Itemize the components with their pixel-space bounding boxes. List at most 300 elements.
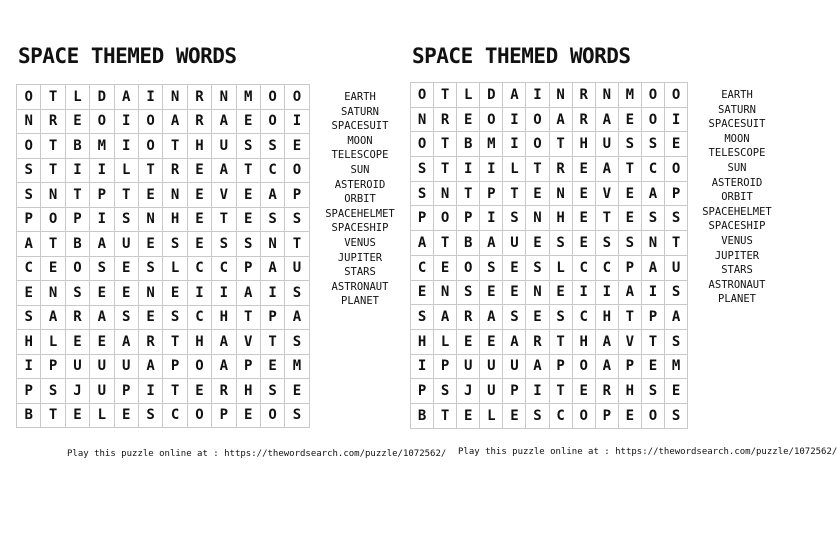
grid-cell: U [480, 379, 503, 404]
grid-cell: P [17, 379, 41, 404]
grid-cell: B [411, 404, 434, 429]
word-list-item: PLANET [341, 295, 379, 308]
grid-cell: H [163, 208, 187, 233]
grid-cell: S [212, 232, 236, 257]
grid-cell: O [526, 132, 549, 157]
word-list-item: STARS [344, 266, 376, 279]
word-list-item: VENUS [721, 234, 753, 247]
grid-cell: E [480, 281, 503, 306]
grid-cell: O [665, 157, 688, 182]
grid-cell: E [619, 206, 642, 231]
grid-cell: I [480, 206, 503, 231]
grid-cell: I [526, 83, 549, 108]
grid-cell: N [41, 183, 65, 208]
grid-cell: T [596, 206, 619, 231]
grid-cell: E [188, 159, 212, 184]
grid-cell: S [411, 305, 434, 330]
grid-cell: N [139, 208, 163, 233]
grid-cell: U [90, 355, 114, 380]
grid-cell: N [163, 85, 187, 110]
grid-cell: P [642, 305, 665, 330]
grid-cell: E [619, 182, 642, 207]
grid-cell: T [115, 183, 139, 208]
grid-cell: T [285, 232, 309, 257]
grid-cell: E [573, 206, 596, 231]
word-list-item: STARS [721, 264, 753, 277]
grid-cell: I [90, 159, 114, 184]
grid-cell: A [596, 355, 619, 380]
grid-cell: T [163, 330, 187, 355]
grid-cell: E [139, 232, 163, 257]
grid-cell: P [457, 206, 480, 231]
grid-cell: O [434, 206, 457, 231]
grid-cell: L [66, 85, 90, 110]
grid-cell: A [212, 159, 236, 184]
grid-cell: M [619, 83, 642, 108]
grid-cell: A [665, 305, 688, 330]
word-list-item: SPACESUIT [708, 118, 766, 131]
grid-cell: S [411, 157, 434, 182]
grid-cell: A [212, 330, 236, 355]
grid-cell: L [163, 257, 187, 282]
grid-cell: A [237, 281, 261, 306]
grid-cell: R [596, 379, 619, 404]
grid-cell: E [480, 330, 503, 355]
grid-cell: S [503, 206, 526, 231]
grid-cell: P [596, 404, 619, 429]
grid-cell: C [573, 305, 596, 330]
grid-cell: N [642, 231, 665, 256]
grid-cell: S [503, 305, 526, 330]
grid-cell: E [115, 404, 139, 429]
word-list-item: JUPITER [714, 249, 760, 262]
grid-cell: H [212, 306, 236, 331]
grid-cell: L [434, 330, 457, 355]
grid-cell: I [261, 281, 285, 306]
grid-cell: T [434, 132, 457, 157]
grid-cell: P [17, 208, 41, 233]
grid-cell: E [526, 231, 549, 256]
grid-cell: R [550, 157, 573, 182]
grid-cell: A [90, 306, 114, 331]
word-list-item: ASTRONAUT [331, 280, 389, 293]
grid-cell: O [665, 83, 688, 108]
grid-cell: E [66, 330, 90, 355]
grid-cell: T [457, 182, 480, 207]
grid-cell: I [90, 208, 114, 233]
grid-cell: A [261, 183, 285, 208]
grid-cell: I [503, 132, 526, 157]
word-list-item: SPACESUIT [331, 120, 389, 133]
grid-cell: R [188, 110, 212, 135]
grid-cell: U [503, 355, 526, 380]
word-list-item: MOON [724, 132, 750, 145]
grid-cell: U [596, 132, 619, 157]
grid-cell: C [573, 256, 596, 281]
word-list-item: SPACEHELMET [325, 207, 395, 220]
word-list-item: SUN [350, 163, 370, 176]
grid-cell: C [550, 404, 573, 429]
grid-cell: S [550, 305, 573, 330]
grid-cell: E [526, 305, 549, 330]
grid-cell: O [285, 85, 309, 110]
grid-cell: P [411, 206, 434, 231]
grid-cell: S [115, 306, 139, 331]
grid-cell: R [457, 305, 480, 330]
grid-cell: I [665, 108, 688, 133]
grid-cell: V [212, 183, 236, 208]
grid-cell: U [503, 231, 526, 256]
letter-grid [16, 84, 310, 428]
word-list-item: JUPITER [337, 251, 383, 264]
grid-cell: E [285, 134, 309, 159]
grid-cell: T [619, 157, 642, 182]
grid-cell: L [457, 83, 480, 108]
grid-cell: S [642, 379, 665, 404]
grid-cell: A [41, 306, 65, 331]
grid-cell: S [139, 257, 163, 282]
grid-cell: S [41, 379, 65, 404]
grid-cell: S [285, 330, 309, 355]
grid-cell: O [642, 83, 665, 108]
grid-cell: S [237, 134, 261, 159]
grid-cell: J [457, 379, 480, 404]
grid-cell: C [163, 404, 187, 429]
word-list-item: SATURN [341, 105, 379, 118]
grid-cell: I [526, 379, 549, 404]
grid-cell: T [163, 379, 187, 404]
grid-cell: C [261, 159, 285, 184]
grid-cell: S [285, 208, 309, 233]
grid-cell: R [526, 330, 549, 355]
grid-cell: H [188, 330, 212, 355]
grid-cell: A [115, 85, 139, 110]
word-list-item: ORBIT [344, 193, 376, 206]
grid-cell: T [237, 306, 261, 331]
grid-cell: P [66, 208, 90, 233]
grid-cell: I [115, 134, 139, 159]
grid-cell: H [188, 134, 212, 159]
grid-cell: A [115, 330, 139, 355]
grid-cell: I [573, 281, 596, 306]
grid-cell: H [596, 305, 619, 330]
grid-cell: I [503, 108, 526, 133]
grid-cell: O [41, 208, 65, 233]
grid-cell: T [550, 330, 573, 355]
grid-cell: L [480, 404, 503, 429]
grid-cell: T [434, 83, 457, 108]
grid-cell: U [115, 232, 139, 257]
grid-cell: A [139, 355, 163, 380]
grid-cell: S [115, 208, 139, 233]
grid-cell: E [90, 281, 114, 306]
grid-cell: O [90, 110, 114, 135]
grid-cell: L [90, 404, 114, 429]
grid-cell: R [163, 159, 187, 184]
grid-cell: A [411, 231, 434, 256]
grid-cell: P [480, 182, 503, 207]
grid-cell: A [642, 182, 665, 207]
grid-cell: T [503, 182, 526, 207]
grid-cell: C [188, 257, 212, 282]
grid-cell: R [188, 85, 212, 110]
grid-cell: M [285, 355, 309, 380]
grid-cell: A [285, 306, 309, 331]
grid-cell: N [17, 110, 41, 135]
word-list-item: SPACESHIP [331, 222, 389, 235]
grid-cell: P [619, 256, 642, 281]
grid-cell: O [139, 110, 163, 135]
grid-cell: M [90, 134, 114, 159]
word-list-item: TELESCOPE [708, 147, 766, 160]
grid-cell: R [573, 108, 596, 133]
grid-cell: A [596, 108, 619, 133]
grid-cell: N [434, 182, 457, 207]
grid-cell: E [139, 183, 163, 208]
grid-cell: V [237, 330, 261, 355]
grid-cell: E [573, 182, 596, 207]
grid-cell: T [434, 157, 457, 182]
grid-cell: E [457, 330, 480, 355]
grid-cell: B [17, 404, 41, 429]
grid-cell: H [550, 206, 573, 231]
grid-cell: I [188, 281, 212, 306]
grid-cell: U [212, 134, 236, 159]
grid-cell: P [285, 183, 309, 208]
grid-cell: O [411, 83, 434, 108]
letter-grid [410, 82, 688, 429]
grid-cell: E [115, 257, 139, 282]
grid-cell: R [66, 306, 90, 331]
grid-cell: T [139, 159, 163, 184]
grid-cell: O [411, 132, 434, 157]
grid-cell: I [17, 355, 41, 380]
grid-cell: O [642, 404, 665, 429]
grid-cell: E [285, 379, 309, 404]
grid-cell: R [434, 108, 457, 133]
grid-cell: A [642, 256, 665, 281]
grid-cell: A [261, 257, 285, 282]
grid-cell: R [139, 330, 163, 355]
grid-cell: O [526, 108, 549, 133]
grid-cell: S [642, 206, 665, 231]
grid-cell: E [188, 183, 212, 208]
grid-cell: E [237, 404, 261, 429]
grid-cell: T [237, 159, 261, 184]
grid-cell: T [526, 157, 549, 182]
grid-cell: U [457, 355, 480, 380]
grid-cell: O [573, 404, 596, 429]
grid-cell: P [619, 355, 642, 380]
grid-cell: O [188, 404, 212, 429]
grid-cell: E [434, 256, 457, 281]
grid-cell: A [480, 305, 503, 330]
grid-cell: I [115, 110, 139, 135]
word-list-item: ASTEROID [334, 178, 386, 191]
grid-cell: S [642, 132, 665, 157]
grid-cell: E [573, 157, 596, 182]
grid-cell: C [188, 306, 212, 331]
word-list [320, 90, 400, 309]
grid-cell: O [139, 134, 163, 159]
grid-cell: N [550, 182, 573, 207]
grid-cell: L [41, 330, 65, 355]
grid-cell: I [66, 159, 90, 184]
grid-cell: P [434, 355, 457, 380]
grid-cell: E [550, 281, 573, 306]
grid-cell: S [139, 404, 163, 429]
grid-cell: O [457, 256, 480, 281]
grid-cell: B [457, 231, 480, 256]
grid-cell: A [596, 157, 619, 182]
grid-cell: O [573, 355, 596, 380]
grid-cell: L [503, 157, 526, 182]
grid-cell: I [285, 110, 309, 135]
grid-cell: E [17, 281, 41, 306]
grid-cell: A [212, 355, 236, 380]
word-list-item: EARTH [721, 89, 753, 101]
grid-cell: S [526, 404, 549, 429]
grid-cell: E [619, 108, 642, 133]
grid-cell: S [66, 281, 90, 306]
grid-cell: E [503, 256, 526, 281]
grid-cell: T [665, 231, 688, 256]
grid-cell: T [212, 208, 236, 233]
grid-cell: E [139, 306, 163, 331]
grid-cell: T [642, 330, 665, 355]
grid-cell: A [434, 305, 457, 330]
grid-cell: S [619, 132, 642, 157]
grid-cell: S [665, 404, 688, 429]
grid-cell: I [139, 379, 163, 404]
grid-cell: P [550, 355, 573, 380]
grid-cell: S [665, 206, 688, 231]
grid-cell: H [573, 132, 596, 157]
grid-cell: E [261, 355, 285, 380]
grid-cell: E [665, 132, 688, 157]
grid-cell: T [550, 132, 573, 157]
word-list-item: SATURN [718, 103, 756, 116]
puzzle-footer-link[interactable]: Play this puzzle online at : https://thewordsearch.com/puzzle/1072562/ [67, 449, 447, 459]
grid-cell: O [261, 85, 285, 110]
grid-cell: N [526, 281, 549, 306]
grid-cell: C [17, 257, 41, 282]
grid-cell: U [115, 355, 139, 380]
grid-cell: E [619, 404, 642, 429]
word-list-item: MOON [347, 134, 373, 147]
grid-cell: S [665, 281, 688, 306]
grid-cell: R [573, 83, 596, 108]
grid-cell: N [261, 232, 285, 257]
grid-cell: O [17, 134, 41, 159]
grid-cell: E [188, 232, 212, 257]
grid-cell: T [41, 85, 65, 110]
grid-cell: E [188, 379, 212, 404]
grid-cell: E [457, 108, 480, 133]
grid-cell: O [642, 108, 665, 133]
grid-cell: M [480, 132, 503, 157]
grid-cell: D [480, 83, 503, 108]
grid-cell: P [665, 182, 688, 207]
grid-cell: N [411, 108, 434, 133]
grid-cell: N [163, 183, 187, 208]
word-list [697, 88, 777, 307]
grid-cell: S [261, 208, 285, 233]
grid-cell: N [526, 206, 549, 231]
grid-cell: A [480, 231, 503, 256]
grid-cell: P [115, 379, 139, 404]
grid-cell: E [573, 231, 596, 256]
grid-cell: N [434, 281, 457, 306]
grid-cell: T [163, 134, 187, 159]
grid-cell: S [237, 232, 261, 257]
word-list-item: SUN [727, 161, 747, 174]
grid-cell: O [188, 355, 212, 380]
word-list-item: SPACESHIP [708, 220, 766, 233]
grid-cell: A [596, 330, 619, 355]
grid-cell: P [237, 355, 261, 380]
word-list-item: EARTH [344, 91, 376, 103]
grid-cell: U [665, 256, 688, 281]
grid-cell: S [261, 134, 285, 159]
grid-cell: S [457, 281, 480, 306]
puzzle-title: SPACE THEMED WORDS [412, 44, 631, 68]
grid-cell: H [411, 330, 434, 355]
grid-cell: J [66, 379, 90, 404]
grid-cell: C [411, 256, 434, 281]
word-list-item: VENUS [344, 236, 376, 249]
grid-cell: E [237, 208, 261, 233]
grid-cell: H [17, 330, 41, 355]
grid-cell: E [503, 404, 526, 429]
grid-cell: N [212, 85, 236, 110]
grid-cell: S [163, 232, 187, 257]
grid-cell: D [90, 85, 114, 110]
grid-cell: N [550, 83, 573, 108]
grid-cell: H [237, 379, 261, 404]
grid-cell: B [66, 232, 90, 257]
grid-cell: S [90, 257, 114, 282]
grid-cell: S [526, 256, 549, 281]
grid-cell: T [261, 330, 285, 355]
grid-cell: T [434, 404, 457, 429]
grid-cell: E [66, 404, 90, 429]
puzzle-footer-link[interactable]: Play this puzzle online at : https://thewordsearch.com/puzzle/1072562/ [458, 447, 837, 457]
grid-cell: S [619, 231, 642, 256]
grid-cell: E [66, 110, 90, 135]
grid-cell: U [66, 355, 90, 380]
grid-cell: H [619, 379, 642, 404]
grid-cell: E [526, 182, 549, 207]
grid-cell: T [41, 159, 65, 184]
grid-cell: S [285, 404, 309, 429]
grid-cell: T [550, 379, 573, 404]
grid-cell: S [480, 256, 503, 281]
grid-cell: P [212, 404, 236, 429]
grid-cell: R [41, 110, 65, 135]
grid-cell: P [90, 183, 114, 208]
grid-cell: T [66, 183, 90, 208]
grid-cell: P [237, 257, 261, 282]
grid-cell: L [115, 159, 139, 184]
grid-cell: O [261, 110, 285, 135]
grid-cell: S [665, 330, 688, 355]
grid-cell: O [17, 85, 41, 110]
grid-cell: I [411, 355, 434, 380]
word-list-item: ASTRONAUT [708, 278, 766, 291]
grid-cell: U [90, 379, 114, 404]
grid-cell: N [596, 83, 619, 108]
